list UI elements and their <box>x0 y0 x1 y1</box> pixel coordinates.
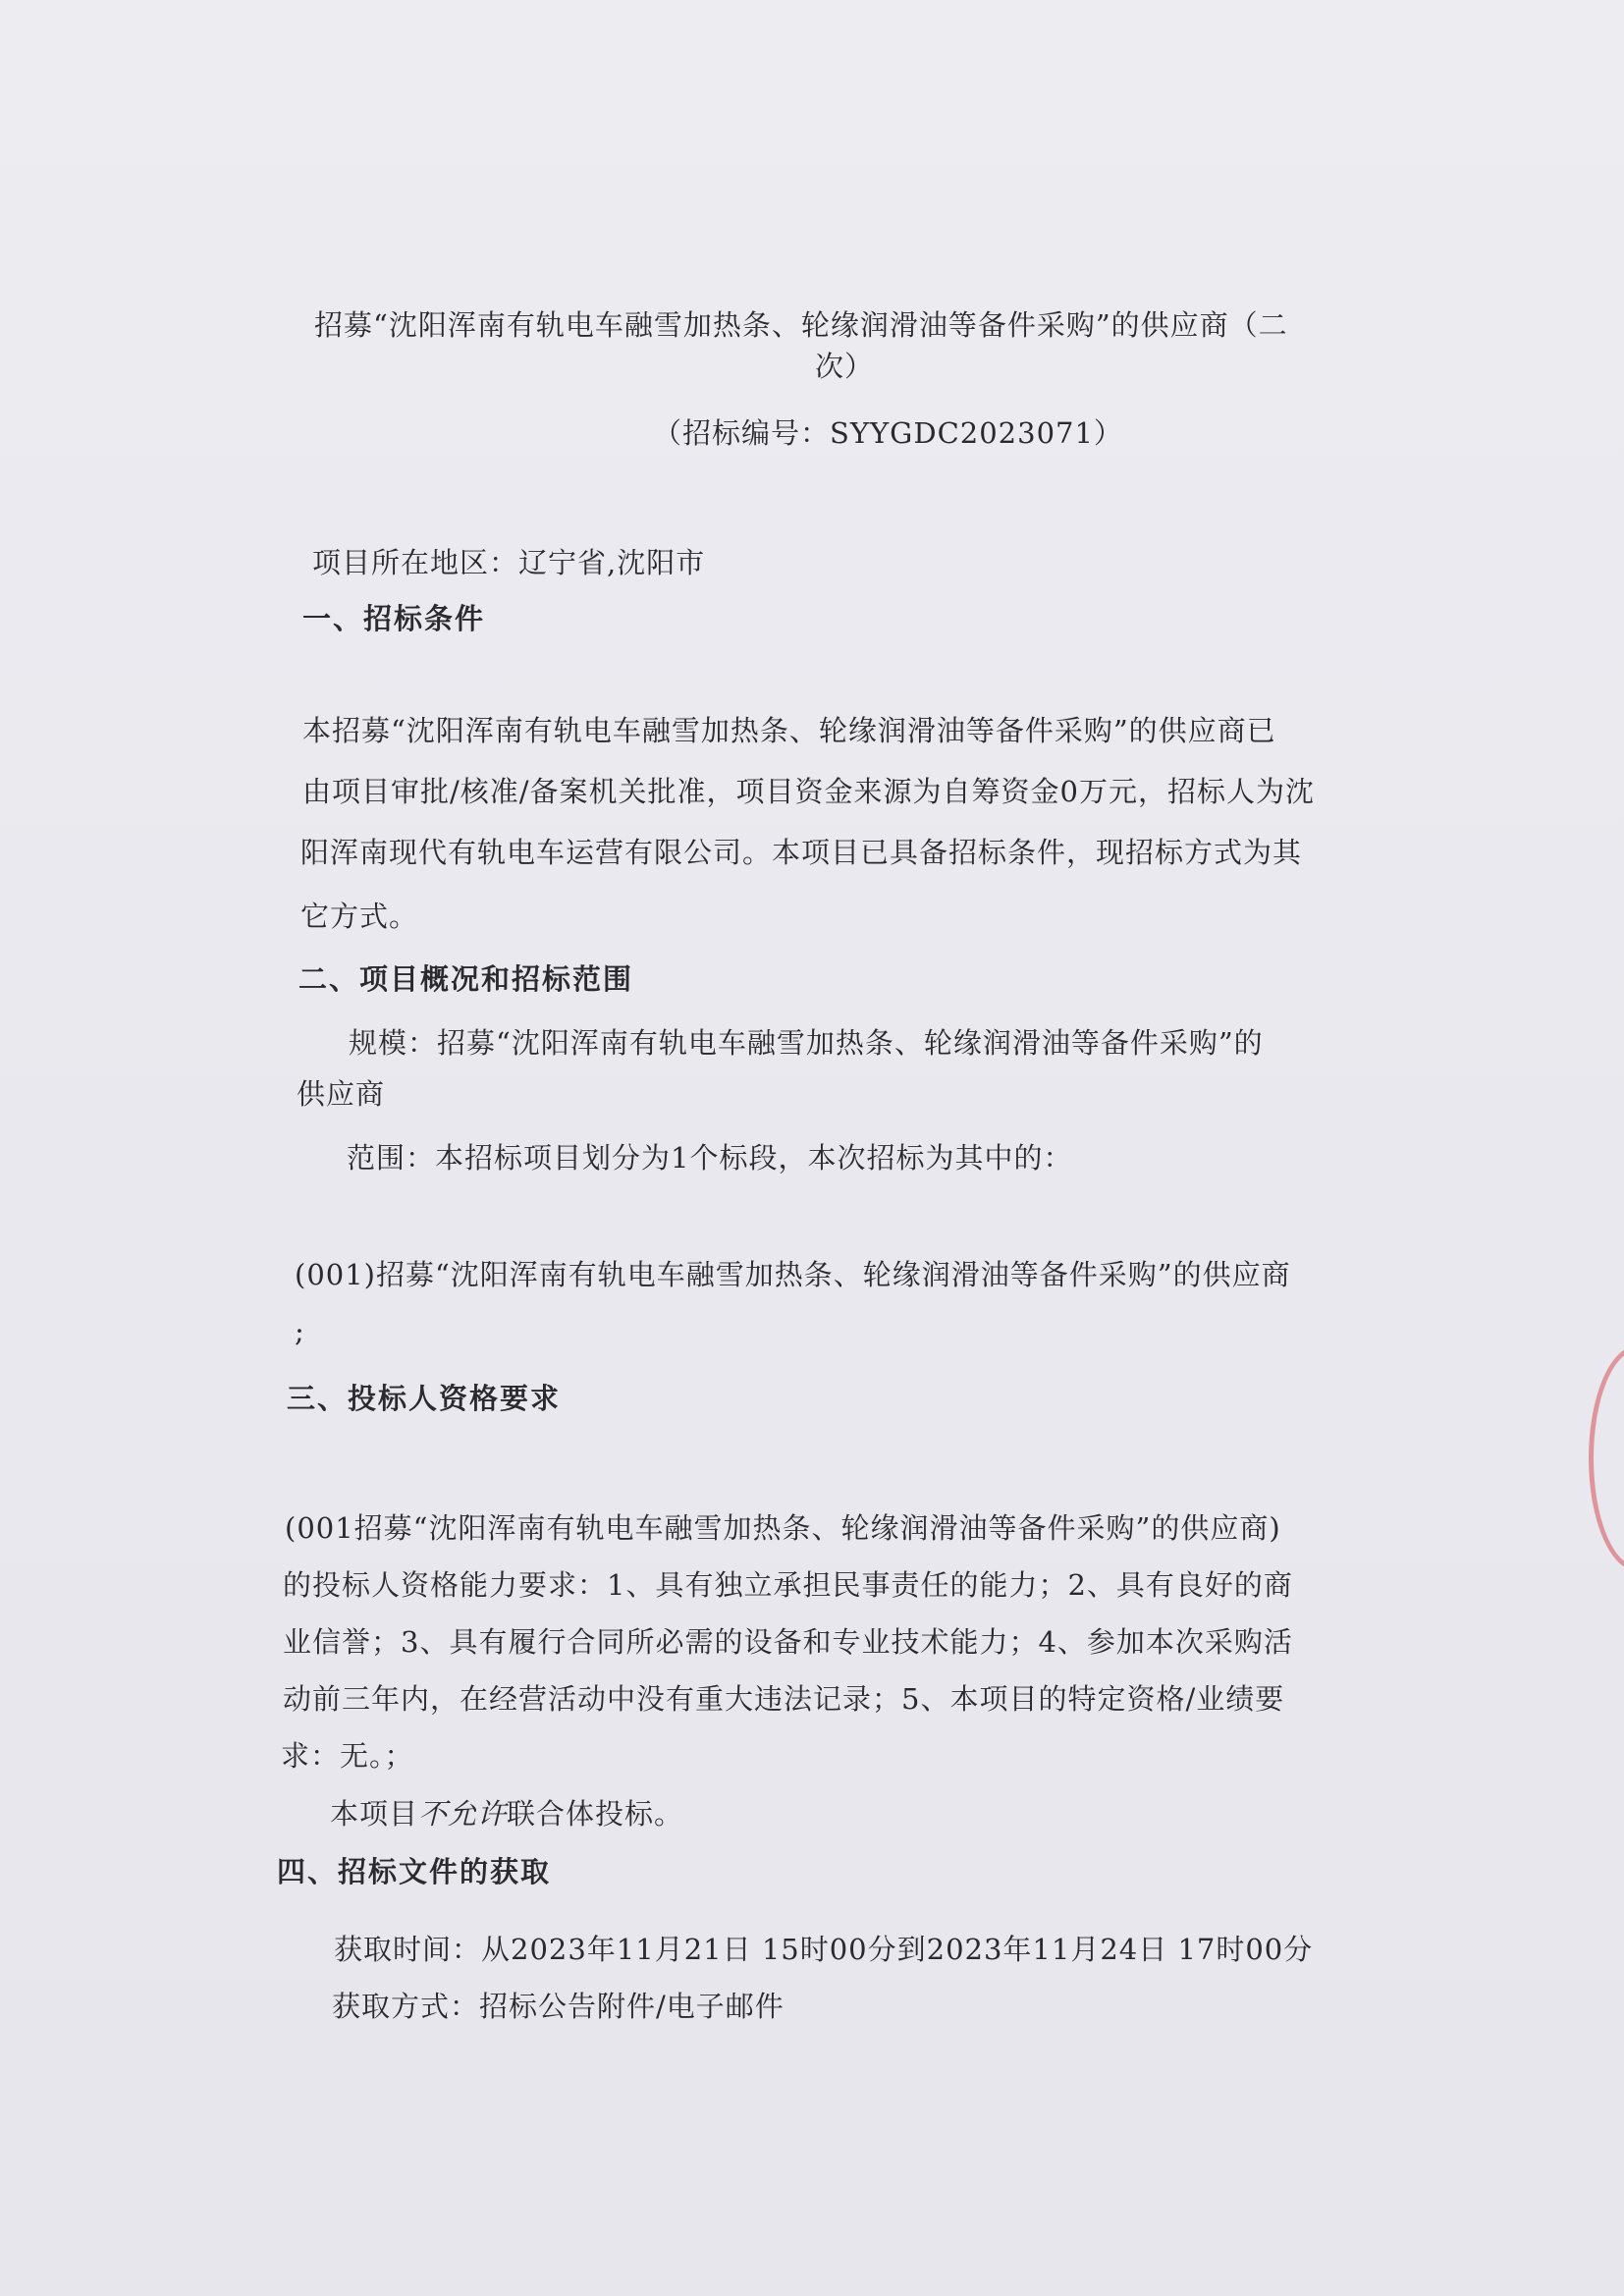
section2-heading: 二、项目概况和招标范围 <box>298 962 634 996</box>
lot-line-2: ; <box>295 1315 305 1348</box>
scale-line-1: 规模：招募“沈阳浑南有轨电车融雪加热条、轮缘润滑油等备件采购”的 <box>349 1026 1264 1060</box>
qualification-line-2: 的投标人资格能力要求：1、具有独立承担民事责任的能力；2、具有良好的商 <box>283 1568 1293 1602</box>
section1-line-3: 阳浑南现代有轨电车运营有限公司。本项目已具备招标条件，现招标方式为其 <box>300 836 1303 869</box>
section1-heading: 一、招标条件 <box>302 602 486 635</box>
consortium-note <box>330 1793 683 1834</box>
section4-heading: 四、招标文件的获取 <box>277 1855 552 1888</box>
section1-line-1: 本招募“沈阳浑南有轨电车融雪加热条、轮缘润滑油等备件采购”的供应商已 <box>302 714 1276 747</box>
acquisition-time: 获取时间：从2023年11月21日 15时00分到2023年11月24日 17时00分 <box>334 1933 1314 1966</box>
title-line-1: 招募“沈阳浑南有轨电车融雪加热条、轮缘润滑油等备件采购”的供应商（二 <box>314 308 1288 342</box>
title-line-2: 次） <box>815 350 875 383</box>
section1-line-2: 由项目审批/核准/备案机关批准，项目资金来源为自筹资金0万元，招标人为沈 <box>302 775 1315 808</box>
project-region: 项目所在地区：辽宁省,沈阳市 <box>312 546 706 579</box>
scope-line: 范围：本招标项目划分为1个标段，本次招标为其中的： <box>347 1141 1073 1175</box>
tender-code: （招标编号：SYYGDC2023071） <box>653 416 1123 450</box>
consortium-prefix: 本项目 <box>330 1797 419 1831</box>
qualification-line-5: 求：无。； <box>281 1739 414 1773</box>
section1-line-4: 它方式。 <box>300 900 419 933</box>
qualification-line-3: 业信誉；3、具有履行合同所必需的设备和专业技术能力；4、参加本次采购活 <box>283 1625 1293 1659</box>
section3-heading: 三、投标人资格要求 <box>287 1382 562 1415</box>
seal-stamp-edge <box>1589 1345 1624 1571</box>
qualification-line-4: 动前三年内，在经营活动中没有重大违法记录；5、本项目的特定资格/业绩要 <box>283 1682 1285 1716</box>
qualification-line-1: (001招募“沈阳浑南有轨电车融雪加热条、轮缘润滑油等备件采购”的供应商) <box>285 1511 1281 1545</box>
lot-line-1: (001)招募“沈阳浑南有轨电车融雪加热条、轮缘润滑油等备件采购”的供应商 <box>295 1258 1291 1291</box>
scale-line-2: 供应商 <box>297 1077 386 1111</box>
consortium-not-allowed: 不允许 <box>418 1797 508 1831</box>
acquisition-method: 获取方式：招标公告附件/电子邮件 <box>332 1990 785 2023</box>
consortium-suffix: 联合体投标。 <box>507 1797 684 1831</box>
